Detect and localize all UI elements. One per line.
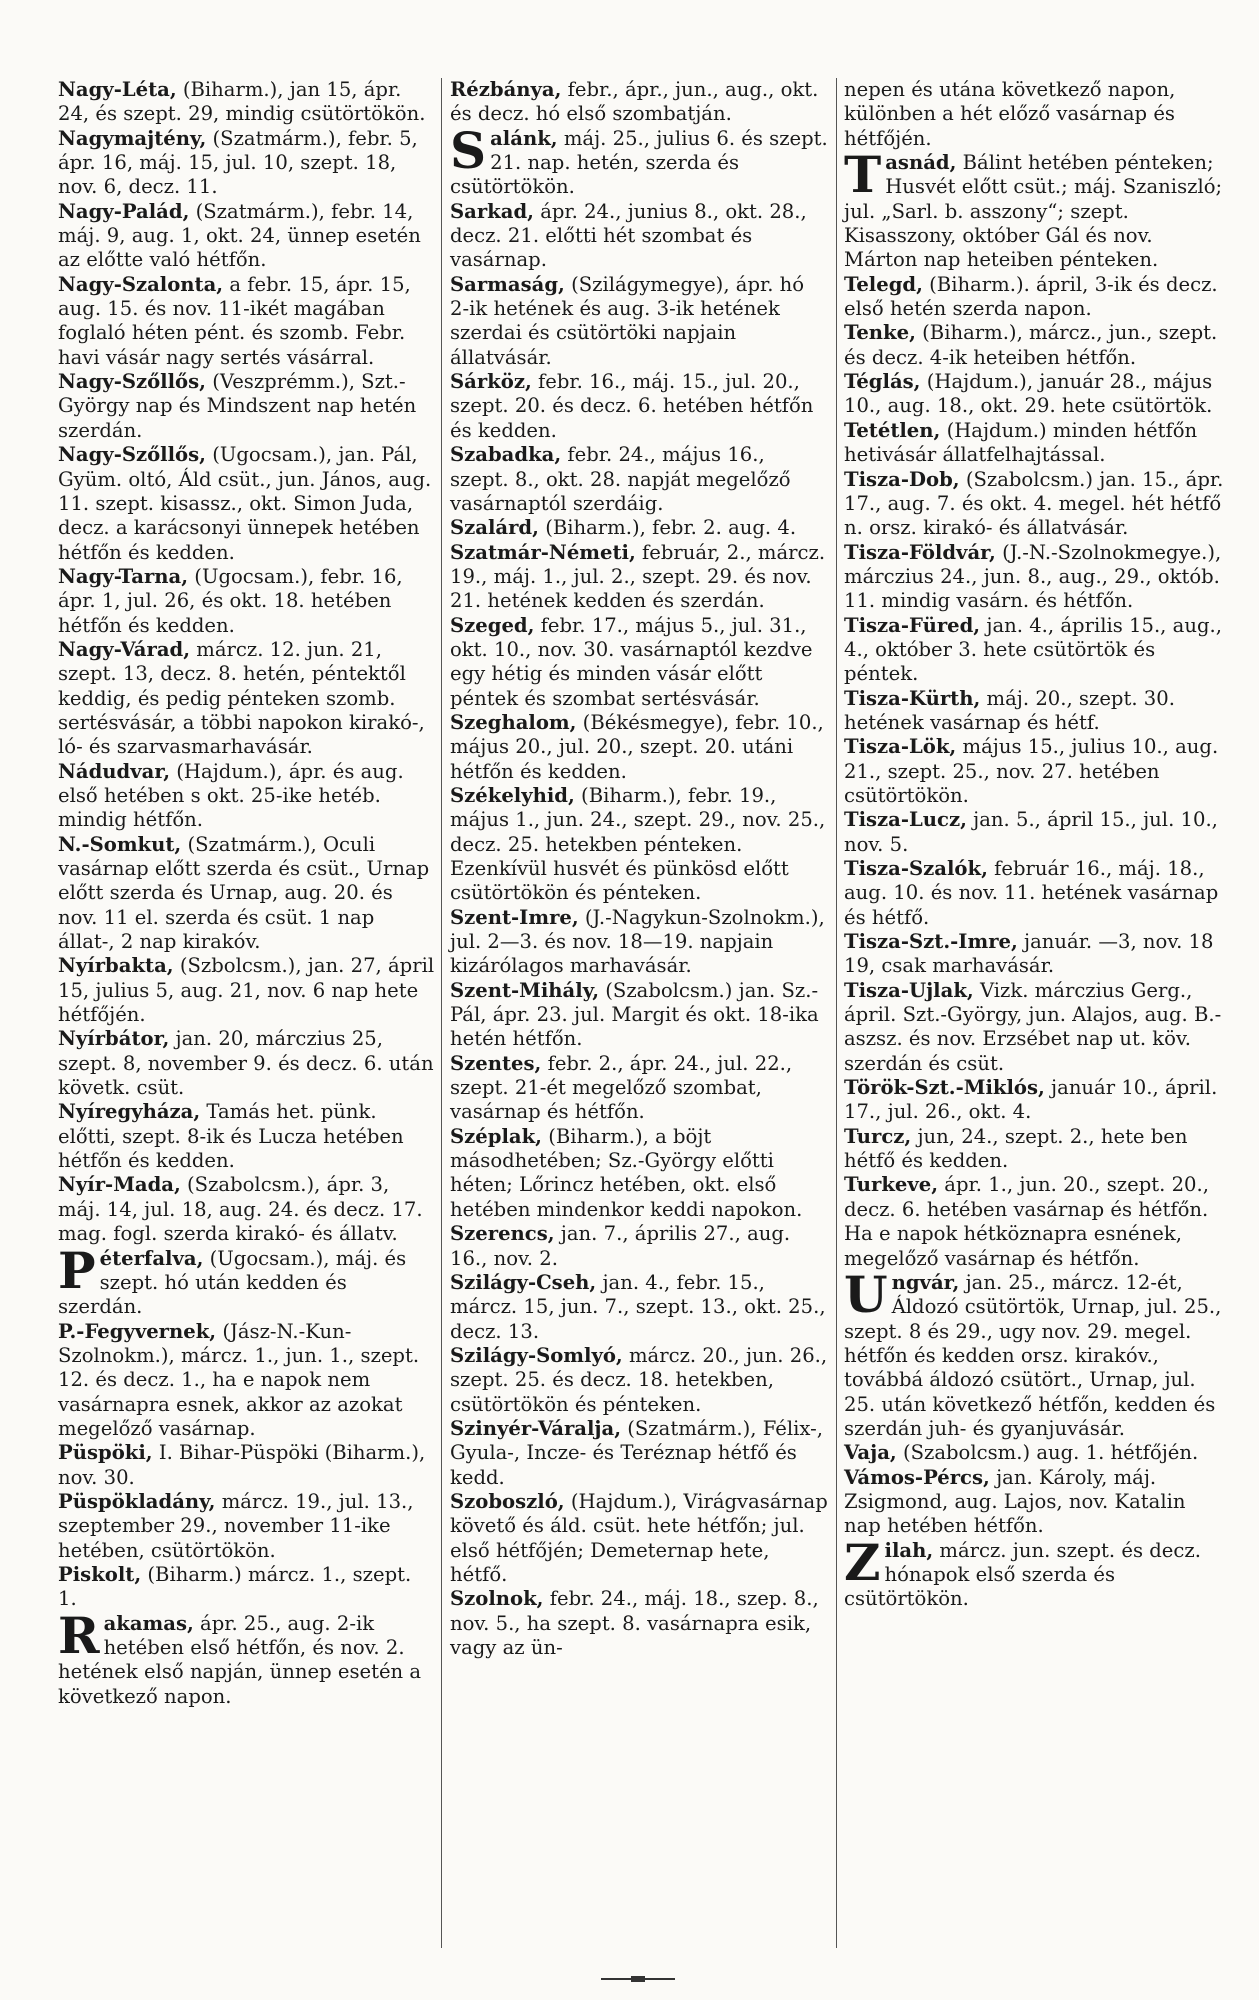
entry (58, 760, 436, 833)
entry-text: márcz. 12. jun. 21, szept. 13, decz. 8. hetén, péntektől keddig, és pedig pénteken szomb. sertésvásár, a többi napokon kirakó-, ló- és szarvasmarhavásár. (58, 637, 425, 759)
entry (58, 1027, 436, 1100)
entry (844, 1441, 1228, 1465)
entry-text: jan. Károly, máj. Zsigmond, aug. Lajos, nov. Katalin nap hetében hétfőn. (844, 1465, 1186, 1538)
entry (58, 1320, 436, 1442)
entry-text: (Hajdum.), Virágvasárnap követő és áld. csüt. hete hétfőn; jul. első hétfőjén; Demeternap hete, hétfő. (450, 1489, 828, 1586)
entry (450, 120, 828, 200)
entry (844, 1125, 1228, 1174)
drop-cap: T (844, 145, 882, 205)
entry-text: (Szabolcsm.), ápr. 3, máj. 14, jul. 18, aug. 24. és decz. 17. mag. fogl. szerda kirakó- és állatv. (58, 1173, 423, 1246)
entry (844, 1173, 1228, 1270)
entry (450, 516, 828, 540)
entry (58, 443, 436, 565)
entry-place: Tetétlen, (844, 418, 941, 442)
entry (58, 1490, 436, 1563)
entry-place: Nagy-Szőllős, (58, 370, 206, 394)
entry-place: Turcz, (844, 1124, 912, 1148)
entry-place: Nagy-Szőllős, (58, 443, 206, 467)
entry-place: Tisza-Kürth, (844, 686, 981, 710)
entry (844, 370, 1228, 419)
entry-place: Nyíregyháza, (58, 1100, 201, 1124)
entry (450, 1052, 828, 1125)
entry (58, 1441, 436, 1490)
entry (844, 979, 1228, 1076)
entry-text: (J.-N.-Szolnokmegye.), márczius 24., jun. 8., aug., 29., októb. 11. mindig vasárn. és hétfőn. (844, 540, 1222, 613)
entry-text: máj. 25., julius 6. és szept. 21. nap. hetén, szerda és csütörtökön. (450, 126, 828, 199)
entry-text: (Ugocsam.), jan. Pál, Gyüm. oltó, Áld csüt., jun. János, aug. 11. szept. kisassz., okt. Simon Juda, decz. a karácsonyi ünnepek hetében hétfőn és kedden. (58, 443, 432, 564)
entry-place: Szilágy-Somlyó, (450, 1343, 623, 1367)
drop-cap: Z (844, 1532, 881, 1592)
entry-place: Vaja, (844, 1441, 897, 1465)
entry (844, 614, 1228, 687)
entry-place: Szilágy-Cseh, (450, 1270, 597, 1294)
entry-place: Rézbánya, (450, 78, 562, 101)
entry (58, 273, 436, 370)
entry-text: ápr. 24., junius 8., okt. 28., decz. 21. előtti hét szombat és vasárnap. (450, 199, 807, 272)
entry (58, 638, 436, 760)
drop-cap: S (450, 120, 487, 180)
entry-place: Székelyhid, (450, 783, 575, 807)
entry-text: (Szabolcsm.) aug. 1. hétfőjén. (896, 1441, 1199, 1465)
entry-text: (Szbolcsm.), jan. 27, ápril 15, julius 5, aug. 21, nov. 6 nap hete hétfőjén. (58, 954, 435, 1027)
entry (450, 1271, 828, 1344)
entry-text: márcz. jun. szept. és decz. hónapok első szerda és csütörtökön. (844, 1538, 1201, 1611)
entry-place: Szalárd, (450, 516, 539, 540)
entry (450, 273, 828, 370)
entry-text: (Ugocsam.), máj. és szept. hó után kedden és szerdán. (58, 1246, 407, 1319)
entry-text: (Ugocsam.), febr. 16, ápr. 1, jul. 26, és okt. 18. hetében hétfőn és kedden. (58, 564, 403, 637)
entry-place: Szolnok, (450, 1587, 544, 1611)
entry (58, 1605, 436, 1709)
entry (844, 930, 1228, 979)
entry-text: (Szabolcsm.) jan. 15., ápr. 17., aug. 7. és okt. 4. megel. hét hétfő n. orsz. kirakó- és állatvásár. (844, 467, 1224, 540)
entry-place: Szinyér-Váralja, (450, 1416, 622, 1440)
entry-text: febr., ápr., jun., aug., okt. és decz. hó első szombatján. (450, 78, 819, 126)
entry-text: ápr. 1., jun. 20., szept. 20., decz. 6. hetében vasárnap és hétfőn. Ha e napok hétköznapra esnének, megelőző vasárnap és hétfőn. (844, 1173, 1209, 1270)
entry-place: éterfalva, (99, 1246, 204, 1270)
entry (844, 145, 1228, 273)
entry-place: Tisza-Ujlak, (844, 978, 974, 1002)
entry (58, 370, 436, 443)
entry (58, 127, 436, 200)
entry-place: alánk, (490, 126, 558, 150)
drop-cap: R (58, 1605, 100, 1665)
entry (844, 78, 1228, 151)
drop-cap: P (58, 1240, 96, 1300)
entry-place: Nagy-Palád, (58, 199, 190, 223)
entry-text: (Biharm.), a böjt másodhetében; Sz.-György előtti héten; Lőrincz hetében, okt. első hetében mindenkor keddi napokon. (450, 1124, 803, 1221)
entry-text: jan. 7., április 27., aug. 16., nov. 2. (450, 1222, 791, 1270)
entry-place: Nagy-Tarna, (58, 564, 189, 588)
entry (450, 1587, 828, 1660)
drop-cap: U (844, 1264, 888, 1324)
entry-place: Turkeve, (844, 1173, 939, 1197)
entry-place: Nyírbakta, (58, 954, 174, 978)
entry-place: Tisza-Földvár, (844, 540, 996, 564)
entry-text: (Békésmegye), febr. 10., május 20., jul. 20., szept. 20. utáni hétfőn és kedden. (450, 710, 824, 783)
entry-place: Telegd, (844, 272, 923, 296)
entry-text: május 15., julius 10., aug. 21., szept. 25., nov. 27. hetében csütörtökön. (844, 735, 1219, 807)
entry-place: Szentes, (450, 1051, 542, 1075)
end-ornament (601, 1978, 675, 1980)
entry (450, 906, 828, 979)
entry (58, 1100, 436, 1173)
entry-place: Tisza-Füred, (844, 613, 981, 637)
entry (844, 808, 1228, 857)
entry-text: (Szilágymegye), ápr. hó 2-ik hetének és aug. 3-ik hetének szerdai és csütörtöki napjain állatvásár. (450, 272, 805, 369)
entry-place: Tisza-Lucz, (844, 808, 967, 832)
entry-place: Tisza-Szalók, (844, 857, 988, 880)
entry-place: Tisza-Lök, (844, 735, 957, 759)
entry-place: Téglás, (844, 370, 921, 394)
entry-place: Sárköz, (450, 370, 532, 394)
column-rule-2 (836, 78, 837, 1948)
entry (844, 857, 1228, 930)
entry-place: Tisza-Dob, (844, 467, 960, 491)
entry (450, 784, 828, 906)
entry-text: (Biharm.), febr. 19., május 1., jun. 24., szept. 29., nov. 25., decz. 25. hetekben pénteken. Ezenkívül husvét és pünkösd előtt csütörtökön és pénteken. (450, 783, 826, 905)
entry (844, 273, 1228, 322)
entry-text: jan. 4., febr. 15., márcz. 15, jun. 7., szept. 13., okt. 25., decz. 13. (450, 1270, 826, 1343)
column-1 (58, 78, 436, 1709)
entry-text: (Biharm.) márcz. 1., szept. 1. (58, 1562, 412, 1611)
entry-text: (Szabolcsm.) jan. Sz.-Pál, ápr. 23. jul. Margit és okt. 18-ika hetén hétfőn. (450, 978, 819, 1051)
entry (844, 541, 1228, 614)
entry-text: (Szatmárm.), Félix-, Gyula-, Incze- és Teréznap hétfő és kedd. (450, 1416, 823, 1489)
entry-text: febr. 17., május 5., jul. 31., okt. 10., nov. 30. vasárnaptól kezdve egy hétig és minden vásár előtt péntek és szombat sertésvásár. (450, 613, 813, 710)
column-3 (844, 78, 1228, 1612)
entry-place: P.-Fegyvernek, (58, 1319, 217, 1343)
entry (844, 735, 1228, 808)
entry-text: február 16., máj. 18., aug. 10. és nov. 11. hetének vasárnap és hétfő. (844, 857, 1219, 929)
entry-text: febr. 24., május 16., szept. 8., okt. 28. napját megelőző vasárnaptól szerdáig. (450, 443, 791, 515)
entry (844, 1466, 1228, 1539)
entry-text: jan. 5., ápril 15., jul. 10., nov. 5. (844, 808, 1218, 856)
entry-text: I. Bihar-Püspöki (Biharm.), nov. 30. (58, 1441, 426, 1489)
entry (450, 1417, 828, 1490)
entry (58, 833, 436, 955)
entry-text: (Biharm.). ápril, 3-ik és decz. első hetén szerda napon. (844, 272, 1218, 321)
entry (58, 565, 436, 638)
entry (844, 468, 1228, 541)
entry-text: jan. 20, márczius 25, szept. 8, november 9. és decz. 6. után követk. csüt. (58, 1027, 434, 1100)
entry-place: asnád, (885, 151, 957, 175)
entry-place: Szeghalom, (450, 710, 577, 734)
entry-text: Vizk. márczius Gerg., ápril. Szt.-György, jun. Alajos, aug. B.-aszsz. és nov. Erzsébet nap ut. köv. szerdán és csüt. (844, 978, 1222, 1075)
entry (450, 1125, 828, 1222)
entry-place: Piskolt, (58, 1562, 142, 1586)
entry (58, 1173, 436, 1246)
entry-text: (Biharm.), febr. 2. aug. 4. (538, 516, 797, 540)
entry-text: január. —3, nov. 18 19, csak marhavásár. (844, 930, 1214, 978)
entry (58, 1240, 436, 1320)
entry-text: jun, 24., szept. 2., hete ben hétfő és kedden. (844, 1124, 1188, 1173)
entry (844, 687, 1228, 736)
entry-text: nepen és utána következő napon, különben a hét előző vasárnap és hétfőjén. (844, 78, 1176, 150)
entry (450, 443, 828, 516)
entry-place: Tenke, (844, 321, 916, 345)
entry-text: január 10., ápril. 17., jul. 26., okt. 4. (844, 1076, 1218, 1124)
entry (58, 200, 436, 273)
entry-text: jan. 4., április 15., aug., 4., október 3. hete csütörtök és péntek. (844, 613, 1222, 686)
entry-place: Szent-Imre, (450, 905, 579, 929)
entry-text: Tamás het. pünk. előtti, szept. 8-ik és Lucza hetében hétfőn és kedden. (58, 1100, 404, 1173)
entry (844, 419, 1228, 468)
entry-place: Nagy-Várad, (58, 637, 191, 661)
entry-place: Tisza-Szt.-Imre, (844, 930, 1018, 954)
entry (58, 78, 436, 127)
entry-place: ilah, (884, 1538, 934, 1562)
entry-text: (Hajdum.), január 28., május 10., aug. 18., okt. 29. hete csütörtök. (844, 370, 1213, 418)
entry-place: akamas, (103, 1611, 194, 1635)
entry-place: Széplak, (450, 1124, 542, 1148)
entry-text: (Biharm.), márcz., jun., szept. és decz. 4-ik heteiben hétfőn. (844, 321, 1218, 369)
entry-text: márcz. 19., jul. 13., szeptember 29., november 11-ike hetében, csütörtökön. (58, 1489, 414, 1562)
entry-place: Sarmaság, (450, 272, 565, 296)
entry-place: Nagy-Szalonta, (58, 272, 224, 296)
entry-place: Nyírbátor, (58, 1027, 170, 1051)
entry-place: Szerencs, (450, 1222, 555, 1246)
entry (450, 1222, 828, 1271)
entry-place: Sarkad, (450, 199, 534, 223)
entry (450, 614, 828, 711)
entry (450, 370, 828, 443)
entry (450, 1344, 828, 1417)
entry-text: (Szatmárm.), febr. 5, ápr. 16, máj. 15, jul. 10, szept. 18, nov. 6, decz. 11. (58, 126, 418, 199)
entry-text: febr. 2., ápr. 24., jul. 22., szept. 21-ét megelőző szombat, vasárnap és hétfőn. (450, 1051, 793, 1124)
entry-place: Vámos-Pércs, (844, 1465, 990, 1489)
entry (844, 321, 1228, 370)
entry-text: (Jász-N.-Kun-Szolnokm.), márcz. 1., jun. 1., szept. 12. és decz. 1., ha e napok nem vasárnapra esnek, akkor az azokat megelőző vasárnap. (58, 1319, 420, 1440)
entry-place: Szabadka, (450, 443, 562, 467)
entry-text: jan. 25., márcz. 12-ét, Áldozó csütörtök, Urnap, jul. 25., szept. 8 és 29., ugy nov. 29. megel. hétfőn és kedden orsz. kirakóv., továbbá áldozó csütört., Urnap, jul. 25. után következő hétfőn, kedden és szerdán juh- és gyanjuvásár. (844, 1270, 1222, 1440)
entry-text: (Biharm.), jan 15, ápr. 24, és szept. 29, mindig csütörtökön. (58, 78, 426, 126)
entry-place: Nagymajtény, (58, 126, 207, 150)
entry (450, 1490, 828, 1587)
entry (844, 1076, 1228, 1125)
entry-text: (Hajdum.) minden hétfőn hetivásár állatfelhajtással. (844, 418, 1198, 467)
entry (58, 1563, 436, 1612)
entry-text: márcz. 20., jun. 26., szept. 25. és decz. 18. hetekben, csütörtökön és pénteken. (450, 1343, 828, 1416)
entry (450, 200, 828, 273)
entry (450, 979, 828, 1052)
entry-text: máj. 20., szept. 30. hetének vasárnap és hétf. (844, 686, 1175, 734)
entry-place: Püspökladány, (58, 1489, 216, 1513)
entry-place: Nyír-Mada, (58, 1173, 181, 1197)
entry-text: (Veszprémm.), Szt.-György nap és Mindszent nap hetén szerdán. (58, 370, 417, 442)
column-rule-1 (441, 78, 442, 1948)
entry-text: febr. 24., máj. 18., szep. 8., nov. 5., ha szept. 8. vasárnapra esik, vagy az ün- (450, 1587, 819, 1659)
entry-text: a febr. 15, ápr. 15, aug. 15. és nov. 11-ikét magában foglaló héten pént. és szomb. Febr. havi vásár nagy sertés vásárral. (58, 272, 411, 369)
entry (450, 78, 828, 127)
entry (844, 1532, 1228, 1612)
entry-text: febr. 16., máj. 15., jul. 20., szept. 20. és decz. 6. hetében hétfőn és kedden. (450, 370, 814, 442)
page (58, 78, 1228, 1958)
entry (58, 954, 436, 1027)
entry (844, 1264, 1228, 1441)
entry-place: Török-Szt.-Miklós, (844, 1076, 1045, 1100)
entry-text: (Szatmárm.), febr. 14, máj. 9, aug. 1, okt. 24, ünnep esetén az előtte való hétfőn. (58, 199, 421, 272)
entry-text: (J.-Nagykun-Szolnokm.), jul. 2—3. és nov. 18—19. napjain kizárólagos marhavásár. (450, 905, 825, 978)
entry-place: Szent-Mihály, (450, 978, 600, 1002)
entry (450, 541, 828, 614)
entry-place: Szeged, (450, 613, 535, 637)
entry-place: Szatmár-Németi, (450, 540, 636, 564)
entry (450, 711, 828, 784)
entry-text: február, 2., márcz. 19., máj. 1., jul. 2., szept. 29. és nov. 21. hetének kedden és szerdán. (450, 540, 826, 613)
entry-text: Bálint hetében pénteken; Husvét előtt csüt.; máj. Szaniszló; jul. „Sarl. b. asszony“; szept. Kisasszony, október Gál és nov. Márton nap heteiben pénteken. (844, 151, 1223, 272)
entry-place: ngvár, (891, 1270, 960, 1294)
entry-place: Püspöki, (58, 1441, 153, 1465)
entry-place: Szoboszló, (450, 1489, 565, 1513)
entry-place: N.-Somkut, (58, 832, 182, 856)
entry-text: ápr. 25., aug. 2-ik hetében első hétfőn, és nov. 2. hetének első napján, ünnep esetén a következő napon. (58, 1611, 422, 1708)
entry-text: (Szatmárm.), Oculi vasárnap előtt szerda és csüt., Urnap előtt szerda és Urnap, aug. 20. és nov. 11 el. szerda és csüt. 1 nap állat-, 2 nap kirakóv. (58, 832, 430, 954)
column-2 (450, 78, 828, 1660)
entry-text: (Hajdum.), ápr. és aug. első hetében s okt. 25-ike hetéb. mindig hétfőn. (58, 759, 404, 832)
entry-place: Nagy-Léta, (58, 78, 177, 101)
entry-place: Nádudvar, (58, 759, 171, 783)
